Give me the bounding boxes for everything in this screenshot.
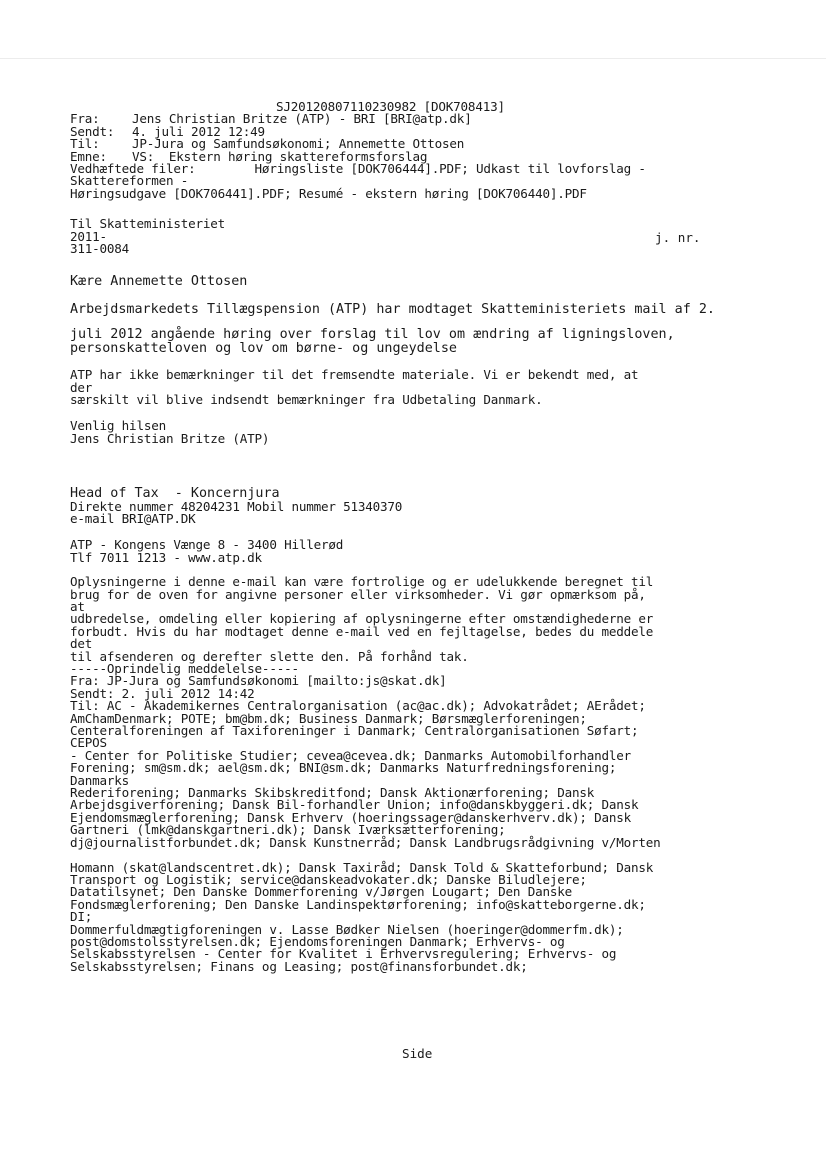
original-line: Fra: JP-Jura og Samfundsøkonomi [mailto:js@skat.dk] — [70, 673, 447, 689]
original-line: Centeralforeningen af Taxiforeninger i Danmark; Centralorganisationen Søfart; — [70, 723, 639, 739]
body1-line-1: Arbejdsmarkedets Tillægspension (ATP) har modtaget Skatteministeriets mail af 2. — [70, 301, 715, 317]
body2-line-2: der — [70, 379, 93, 395]
journal-number-label: j. nr. — [655, 230, 701, 245]
recipient-line-3: 311-0084 — [70, 241, 130, 257]
original-line: Ejendomsmæglerforening; Dansk Erhverv (hoeringssager@danskerhverv.dk); Dansk — [70, 809, 632, 825]
subject-label: Emne: — [70, 148, 107, 164]
original-line: -----Oprindelig meddelelse----- — [70, 661, 299, 676]
sent-label: Sendt: — [70, 123, 115, 139]
original-line: Gartneri (lmk@danskgartneri.dk); Dansk Iværksætterforening; — [70, 822, 506, 838]
original-line: AmChamDenmark; POTE; bm@bm.dk; Business Danmark; Børsmæglerforeningen; — [70, 710, 587, 726]
original-line: Danmarks — [70, 772, 130, 788]
original-line: post@domstolsstyrelsen.dk; Ejendomsforeningen Danmark; Erhvervs- og — [70, 933, 565, 949]
body1-line-3: personskatteloven og lov om børne- og ungeydelse — [70, 340, 457, 356]
original-line: Rederiforening; Danmarks Skibskreditfond; Dansk Aktionærforening; Dansk — [70, 785, 595, 801]
signature-title: Head of Tax - Koncernjura — [70, 486, 280, 502]
recipient-line-1: Til Skatteministeriet — [70, 216, 226, 232]
from-value: Jens Christian Britze (ATP) - BRI [BRI@atp.dk] — [132, 111, 472, 127]
original-line: Dommerfuldmægtigforeningen v. Lasse Bødker Nielsen (hoeringer@dommerfm.dk); — [70, 921, 624, 937]
disclaimer-line: brug for de oven for angivne personer eller virksomheder. Vi gør opmærksom på, — [70, 586, 646, 602]
salutation: Kære Annemette Ottosen — [70, 274, 248, 290]
original-line: Selskabsstyrelsen; Finans og Leasing; post@finansforbundet.dk; — [70, 958, 528, 974]
original-line: - Center for Politiske Studier; cevea@cevea.dk; Danmarks Automobilforhandler — [70, 747, 632, 763]
signature-address: ATP - Kongens Vænge 8 - 3400 Hillerød — [70, 537, 344, 553]
disclaimer-line: forbudt. Hvis du har modtaget denne e-mail ved en fejltagelse, bedes du meddele — [70, 623, 654, 639]
original-line: Forening; sm@sm.dk; ael@sm.dk; BNI@sm.dk; Danmarks Naturfredningsforening; — [70, 760, 617, 776]
closing-name: Jens Christian Britze (ATP) — [70, 430, 270, 446]
signature-email: e-mail BRI@ATP.DK — [70, 510, 196, 526]
disclaimer-line: Oplysningerne i denne e-mail kan være fortrolige og er udelukkende beregnet til — [70, 574, 654, 590]
to-value: JP-Jura og Samfundsøkonomi; Annemette Ottosen — [132, 136, 465, 152]
disclaimer-line: at — [70, 598, 85, 614]
recipient-line-2: 2011- — [70, 228, 107, 244]
from-label: Fra: — [70, 111, 100, 127]
scan-edge — [0, 58, 826, 59]
original-line: Til: AC - Akademikernes Centralorganisation (ac@ac.dk); Advokatrådet; AErådet; — [70, 698, 646, 714]
attachments-line-2: Skattereformen - — [70, 173, 189, 189]
original-line: Sendt: 2. juli 2012 14:42 — [70, 685, 255, 701]
original-line: Selskabsstyrelsen - Center for Kvalitet i Erhvervsregulering; Erhvervs- og — [70, 946, 617, 962]
disclaimer-block — [70, 576, 760, 663]
subject-value: VS: Ekstern høring skattereformsforslag — [132, 148, 428, 164]
body2-line-3: særskilt vil blive indsendt bemærkninger fra Udbetaling Danmark. — [70, 391, 543, 407]
original-line: CEPOS — [70, 735, 107, 751]
original-line: Homann (skat@landscentret.dk); Dansk Taxiråd; Dansk Told & Skatteforbund; Dansk — [70, 859, 654, 875]
original-line: dj@journalistforbundet.dk; Dansk Kunstnerråd; Dansk Landbrugsrådgivning v/Morten — [70, 834, 661, 850]
closing-greeting: Venlig hilsen — [70, 418, 166, 434]
body1-line-2: juli 2012 angående høring over forslag til lov om ændring af ligningsloven, — [70, 327, 675, 343]
original-line: Datatilsynet; Den Danske Dommerforening v/Jørgen Lougart; Den Danske — [70, 884, 572, 900]
original-line: Fondsmæglerforening; Den Danske Landinspektørforening; info@skatteborgerne.dk; — [70, 896, 646, 912]
to-label: Til: — [70, 136, 100, 152]
attachments-line-3: Høringsudgave [DOK706441].PDF; Resumé - ekstern høring [DOK706440].PDF — [70, 185, 587, 201]
original-line: Transport og Logistik; service@danskeadvokater.dk; Danske Biludlejere; — [70, 871, 587, 887]
attachments-line-1: Vedhæftede filer: Høringsliste [DOK706444].PDF; Udkast til lovforslag - — [70, 161, 646, 177]
signature-web: Tlf 7011 1213 - www.atp.dk — [70, 549, 262, 565]
document-id: SJ20120807110230982 [DOK708413] — [276, 99, 505, 114]
signature-phone: Direkte nummer 48204231 Mobil nummer 51340370 — [70, 498, 403, 514]
body2-line-1: ATP har ikke bemærkninger til det fremsendte materiale. Vi er bekendt med, at — [70, 367, 639, 383]
page-footer: Side — [402, 1046, 433, 1061]
disclaimer-line: til afsenderen og derefter slette den. På forhånd tak. — [70, 648, 469, 664]
original-message-block — [70, 663, 760, 973]
disclaimer-line: det — [70, 636, 93, 652]
original-line: Arbejdsgiverforening; Dansk Bil-forhandler Union; info@danskbyggeri.dk; Dansk — [70, 797, 639, 813]
original-line: DI; — [70, 909, 93, 925]
sent-value: 4. juli 2012 12:49 — [132, 123, 265, 139]
disclaimer-line: udbredelse, omdeling eller kopiering af oplysningerne efter omstændighederne er — [70, 611, 654, 627]
